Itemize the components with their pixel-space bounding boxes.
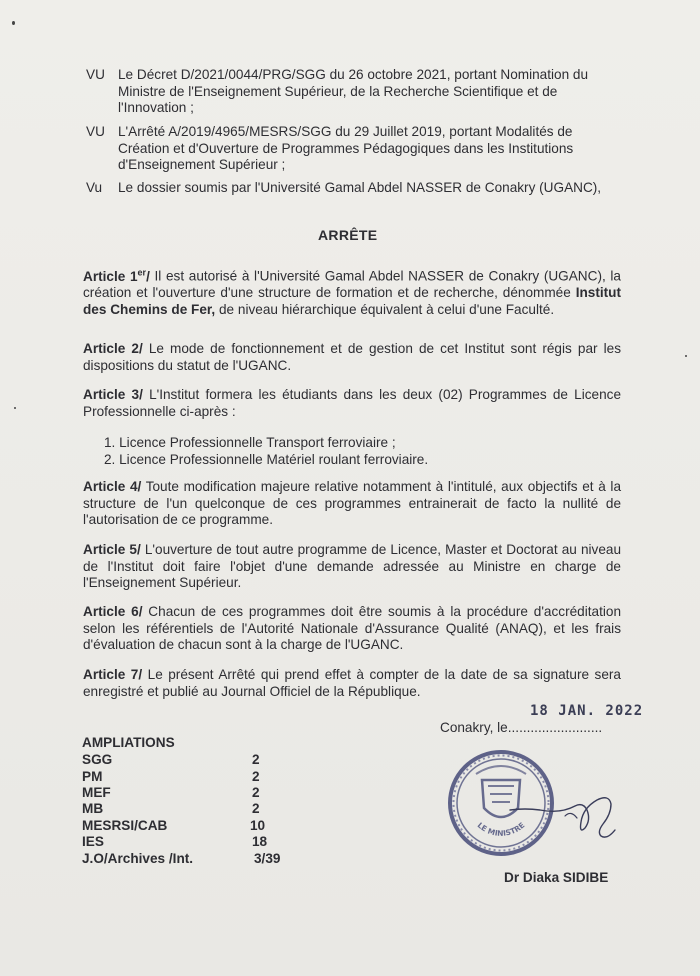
article-heading: Article 7/	[83, 667, 143, 682]
ampliation-row	[82, 785, 260, 800]
signature-icon	[505, 780, 635, 850]
margin-mark	[685, 355, 687, 357]
vu-line: Le dossier soumis par l'Université Gamal Abdel NASSER de Conakry (UGANC),	[118, 180, 602, 195]
article-text: Il est autorisé à l'Université Gamal Abdel NASSER de Conakry (UGANC), la création et l'ouverture d'une structure de formation et de recherche, dénommée	[83, 268, 621, 301]
ampliation-row	[82, 801, 260, 816]
ampliation-name: SGG	[82, 752, 113, 767]
vu-line: l'Innovation ;	[118, 100, 194, 115]
ampliation-name: J.O/Archives /Int.	[82, 851, 194, 866]
vu-label: VU	[86, 124, 105, 139]
article-text: Le mode de fonctionnement et de gestion de cet Institut sont régis par les dispositions du statut de l'UGANC.	[83, 341, 621, 373]
vu-text	[118, 124, 618, 174]
ampliation-row	[82, 851, 280, 866]
vu-line: L'Arrêté A/2019/4965/MESRS/SGG du 29 Juillet 2019, portant Modalités de	[118, 124, 573, 139]
ampliation-count: 2	[252, 785, 260, 800]
vu-line: d'Enseignement Supérieur ;	[118, 157, 286, 172]
ampliations-heading: AMPLIATIONS	[82, 735, 175, 750]
list-item: 1. Licence Professionnelle Transport ferroviaire ;	[104, 435, 396, 450]
article-5	[83, 542, 621, 592]
article-heading: Article 6/	[83, 604, 143, 619]
article-text: Toute modification majeure relative notamment à l'intitulé, aux objectifs et à la structure de l'un quelconque de ces programmes entrainerait de facto la nullité de l'autorisation de ce programme.	[83, 479, 622, 527]
article-text: L'ouverture de tout autre programme de Licence, Master et Doctorat au niveau de l'Institut doit faire l'objet d'une demande adressée au Ministre en charge de l'Enseignement Supérieur.	[83, 542, 622, 590]
ampliation-row	[82, 752, 260, 767]
ampliation-count: 18	[252, 834, 268, 849]
article-6	[83, 604, 621, 654]
seal-lettering: LE MINISTRE	[475, 820, 527, 838]
ampliation-name: MB	[82, 801, 104, 816]
article-text: de niveau hiérarchique équivalent à celui d'une Faculté.	[215, 301, 555, 317]
vu-line: Ministre de l'Enseignement Supérieur, de la Recherche Scientifique et de	[118, 83, 558, 99]
vu-label: Vu	[86, 180, 103, 195]
margin-mark	[12, 21, 15, 25]
vu-label: VU	[86, 67, 105, 82]
article-heading: Article 4/	[83, 479, 142, 494]
article-3	[83, 387, 621, 420]
ampliation-name: MESRSI/CAB	[82, 818, 168, 833]
article-1	[83, 264, 621, 318]
ampliation-count: 3/39	[254, 851, 281, 866]
list-item: 2. Licence Professionnelle Matériel roulant ferroviaire.	[104, 452, 429, 467]
ampliation-row	[82, 769, 260, 784]
vu-line: Le Décret D/2021/0044/PRG/SGG du 26 octobre 2021, portant Nomination du	[118, 67, 589, 82]
article-text: Le présent Arrêté qui prend effet à compter de la date de sa signature sera enregistré et publié au Journal Officiel de la République.	[83, 667, 621, 699]
signer-name: Dr Diaka SIDIBE	[504, 870, 609, 885]
article-heading: Article 2/	[83, 341, 143, 356]
vu-line: Création et d'Ouverture de Programmes Pédagogiques dans les Institutions	[118, 140, 574, 156]
vu-text	[118, 67, 618, 117]
programs-list	[104, 434, 428, 468]
margin-mark	[14, 407, 16, 409]
article-text: L'Institut formera les étudiants dans les deux (02) Programmes de Licence Professionnelle ci-après :	[83, 387, 622, 419]
article-heading: Article 5/	[83, 542, 141, 557]
article-4	[83, 479, 621, 529]
ampliation-name: MEF	[82, 785, 111, 800]
article-heading: Article 1er/	[83, 267, 150, 284]
ampliation-name: IES	[82, 834, 104, 849]
ampliation-row	[82, 818, 265, 833]
place-date-line: Conakry, le.........................	[440, 720, 603, 735]
article-text: Chacun de ces programmes doit être soumis à la procédure d'accréditation selon les référentiels de l'Autorité Nationale d'Assurance Qualité (ANAQ), et les frais d'évaluation de chacun sont à la charge de l'UGANC.	[83, 604, 621, 652]
vu-text	[118, 180, 628, 197]
ampliation-count: 2	[252, 769, 260, 784]
ampliation-count: 2	[252, 752, 260, 767]
article-heading: Article 3/	[83, 387, 143, 402]
institute-name: Institut des Chemins de Fer,	[83, 285, 621, 317]
ampliation-count: 10	[250, 818, 266, 833]
article-7	[83, 667, 621, 700]
date-stamp: 18 JAN. 2022	[530, 703, 644, 719]
decree-title: ARRÊTE	[318, 227, 378, 243]
ampliation-name: PM	[82, 769, 103, 784]
ampliation-count: 2	[252, 801, 260, 816]
article-2	[83, 341, 621, 374]
ampliation-row	[82, 834, 267, 849]
